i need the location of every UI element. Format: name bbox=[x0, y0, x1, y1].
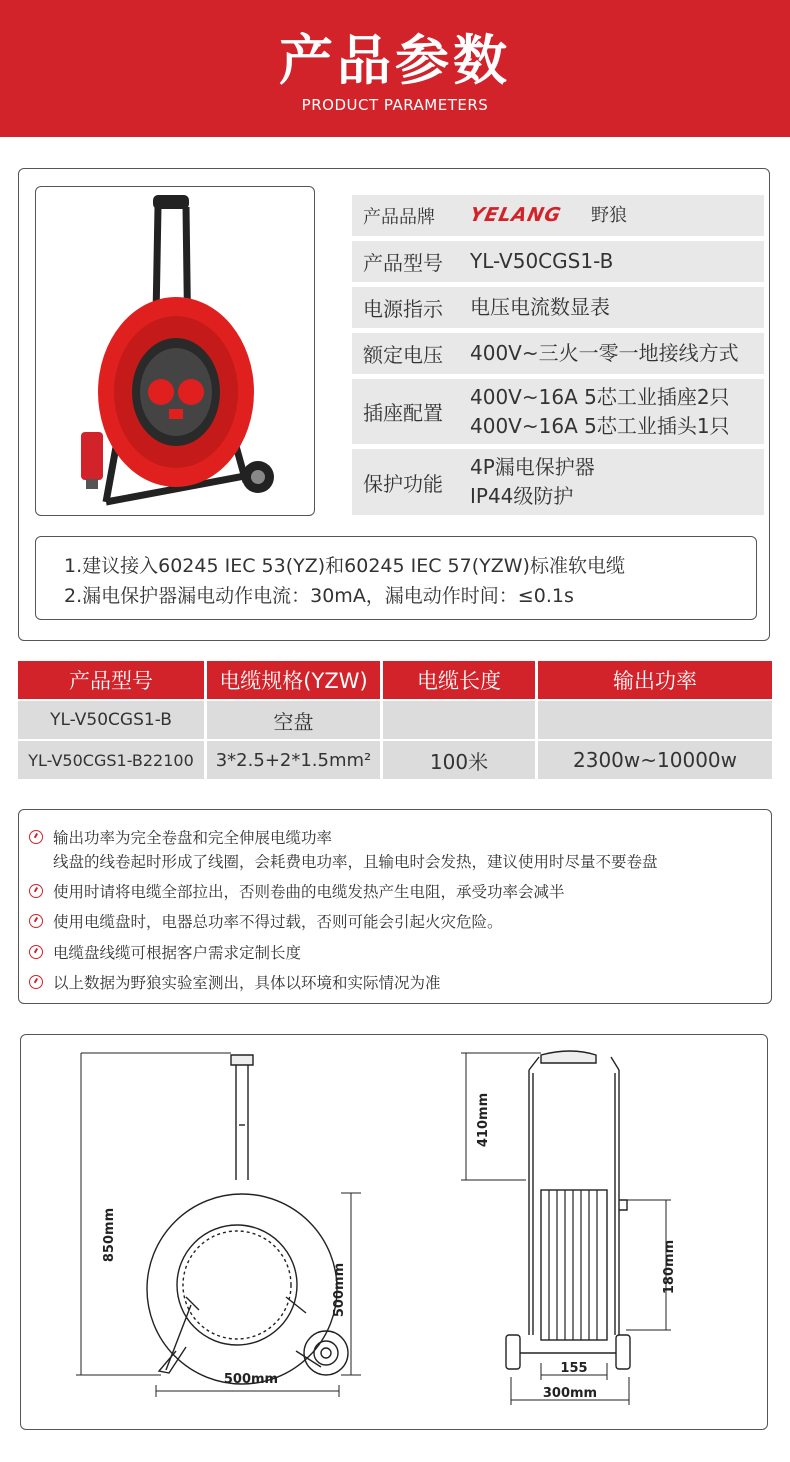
warning-icon bbox=[29, 884, 43, 898]
table-cell: 2300w~10000w bbox=[538, 741, 772, 779]
spec-key: 保护功能 bbox=[363, 471, 443, 496]
dim-side-handle: 410mm bbox=[476, 1092, 491, 1148]
spec-value: 400V~三火一零一地接线方式 bbox=[470, 341, 739, 365]
spec-row-protection bbox=[352, 449, 764, 515]
table-cell: YL-V50CGS1-B bbox=[18, 701, 207, 739]
warning-text: 以上数据为野狼实验室测出，具体以环境和实际情况为准 bbox=[53, 974, 441, 992]
spec-list bbox=[352, 195, 764, 520]
table-cell: 空盘 bbox=[207, 701, 383, 739]
spec-value-line: IP44级防护 bbox=[470, 484, 574, 508]
spec-key: 产品品牌 bbox=[363, 206, 435, 228]
spec-row-socket bbox=[352, 379, 764, 444]
table-cell: 100米 bbox=[383, 741, 538, 779]
dim-front-height: 850mm bbox=[102, 1207, 117, 1263]
warning-text: 输出功率为完全卷盘和完全伸展电缆功率 bbox=[53, 829, 333, 847]
spec-panel bbox=[18, 168, 770, 641]
note-line: 2.漏电保护器漏电动作电流：30mA，漏电动作时间：≤0.1s bbox=[64, 585, 574, 607]
warning-item bbox=[29, 880, 565, 904]
table-cell: 3*2.5+2*1.5mm² bbox=[207, 741, 383, 779]
dim-side-inner: 155 bbox=[560, 1361, 588, 1376]
warning-item bbox=[29, 941, 301, 965]
dim-front-drum-height: 500mm bbox=[332, 1262, 347, 1318]
spec-row-voltage bbox=[352, 333, 764, 374]
spec-row-model bbox=[352, 241, 764, 282]
table-header-cell: 电缆长度 bbox=[383, 661, 538, 699]
spec-row-indicator bbox=[352, 287, 764, 328]
spec-value bbox=[467, 201, 764, 230]
table-row bbox=[18, 739, 772, 779]
warning-text: 使用电缆盘时，电器总功率不得过载，否则可能会引起火灾危险。 bbox=[53, 913, 503, 931]
warning-icon bbox=[29, 830, 43, 844]
spec-value: YL-V50CGS1-B bbox=[470, 249, 614, 273]
warning-item bbox=[29, 910, 503, 934]
spec-key: 插座配置 bbox=[363, 401, 443, 425]
model-table bbox=[18, 661, 772, 779]
dim-side-drum-width: 180mm bbox=[662, 1239, 677, 1295]
dim-side-width: 300mm bbox=[542, 1386, 598, 1401]
spec-value-line: 400V~16A 5芯工业插座2只 bbox=[470, 384, 730, 409]
warning-text: 电缆盘线缆可根据客户需求定制长度 bbox=[53, 944, 302, 962]
spec-key: 电源指示 bbox=[363, 297, 443, 321]
spec-key: 额定电压 bbox=[363, 343, 443, 367]
table-cell: YL-V50CGS1-B22100 bbox=[18, 741, 207, 779]
page-subtitle: PRODUCT PARAMETERS bbox=[301, 96, 489, 114]
dim-front-width: 500mm bbox=[223, 1372, 279, 1387]
spec-value bbox=[470, 383, 764, 441]
brand-logo: YELANG bbox=[467, 204, 564, 226]
warning-icon bbox=[29, 975, 43, 989]
warning-item bbox=[29, 826, 658, 874]
warning-icon bbox=[29, 914, 43, 928]
spec-value: 电压电流数显表 bbox=[470, 295, 610, 319]
dimension-drawing bbox=[21, 1035, 769, 1431]
warnings-panel bbox=[18, 809, 772, 1004]
spec-key: 产品型号 bbox=[363, 251, 443, 275]
warning-icon bbox=[29, 945, 43, 959]
cable-notes bbox=[35, 536, 757, 620]
warning-item bbox=[29, 971, 441, 995]
warning-text: 线盘的线卷起时形成了线圈，会耗费电功率，且输电时会发热，建议使用时尽量不要卷盘 bbox=[53, 853, 658, 871]
spec-value-line: 400V~16A 5芯工业插头1只 bbox=[470, 413, 730, 438]
table-header-cell: 产品型号 bbox=[18, 661, 207, 699]
warning-text: 使用时请将电缆全部拉出，否则卷曲的电缆发热产生电阻，承受功率会减半 bbox=[53, 883, 565, 901]
spec-value bbox=[470, 453, 764, 511]
table-row bbox=[18, 699, 772, 739]
brand-name: 野狼 bbox=[591, 205, 628, 226]
table-cell bbox=[538, 701, 772, 739]
table-header-cell: 电缆规格(YZW) bbox=[207, 661, 383, 699]
dimension-drawing-panel bbox=[20, 1034, 768, 1430]
product-photo bbox=[35, 186, 315, 516]
spec-value-line: 4P漏电保护器 bbox=[470, 455, 595, 479]
page-header bbox=[0, 0, 790, 137]
note-line: 1.建议接入60245 IEC 53(YZ)和60245 IEC 57(YZW)标准软电缆 bbox=[64, 555, 625, 577]
table-cell bbox=[383, 701, 538, 739]
page-title: 产品参数 bbox=[279, 29, 511, 92]
table-header bbox=[18, 661, 772, 699]
table-header-cell: 输出功率 bbox=[538, 661, 772, 699]
spec-row-brand bbox=[352, 195, 764, 236]
